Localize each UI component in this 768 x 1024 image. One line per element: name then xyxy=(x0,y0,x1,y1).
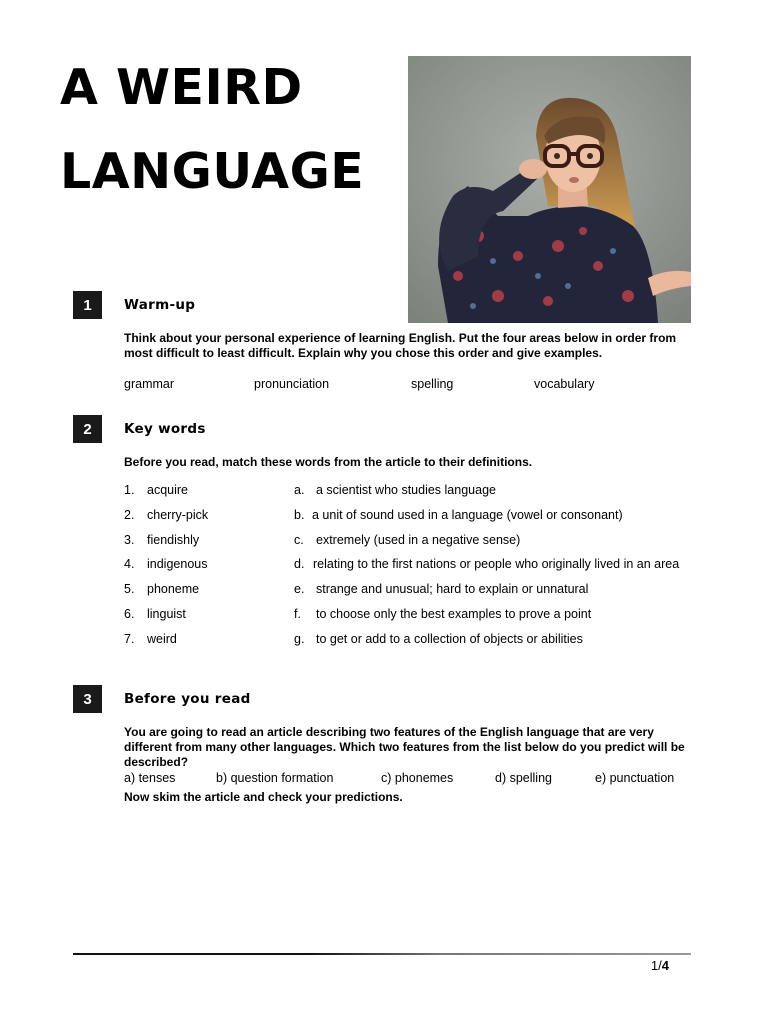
section-3-heading: Before you read xyxy=(124,691,251,707)
area-pronunciation: pronunciation xyxy=(254,377,330,391)
section-1-heading: Warm-up xyxy=(124,297,196,313)
key-word: cherry-pick xyxy=(147,508,209,522)
key-word: fiendishly xyxy=(147,533,200,547)
section-3-number: 3 xyxy=(73,685,102,713)
title-line-2: LANGUAGE xyxy=(60,143,365,200)
area-grammar: grammar xyxy=(124,377,175,391)
definition: a scientist who studies language xyxy=(316,483,496,497)
key-word: acquire xyxy=(147,483,188,497)
option-punctuation: e) punctuation xyxy=(595,771,675,785)
option-question-formation: b) question formation xyxy=(216,771,334,785)
key-word: weird xyxy=(147,632,177,646)
definition: to choose only the best examples to prove a point xyxy=(316,607,592,621)
section-1-instruction: Think about your personal experience of learning English. Put the four areas below in order from most difficult to least difficult. Explain why you chose this order and give examples. xyxy=(124,331,677,360)
option-spelling: d) spelling xyxy=(495,771,552,785)
page-number: 1/4 xyxy=(650,958,669,973)
section-1-number: 1 xyxy=(73,291,102,319)
definition: relating to the first nations or people who originally lived in an area xyxy=(313,557,680,571)
page-title xyxy=(60,46,364,214)
footer-divider xyxy=(73,953,691,955)
definition: strange and unusual; hard to explain or unnatural xyxy=(316,582,589,596)
title-line-1: A WEIRD xyxy=(60,59,303,116)
definition: extremely (used in a negative sense) xyxy=(316,533,521,547)
option-phonemes: c) phonemes xyxy=(381,771,454,785)
key-word: indigenous xyxy=(147,557,208,571)
definition: to get or add to a collection of objects or abilities xyxy=(316,632,583,646)
area-vocabulary: vocabulary xyxy=(534,377,595,391)
key-word: linguist xyxy=(147,607,186,621)
option-tenses: a) tenses xyxy=(124,771,176,785)
section-2-instruction: Before you read, match these words from the article to their definitions. xyxy=(124,455,533,469)
woman-thinking-photo xyxy=(408,56,691,323)
definition: a unit of sound used in a language (vowel or consonant) xyxy=(312,508,623,522)
key-word: phoneme xyxy=(147,582,200,596)
section-3-instruction: You are going to read an article describing two features of the English language that are very different from many other languages. Which two features from the list below do you predict will be described? xyxy=(124,725,685,769)
section-2-heading: Key words xyxy=(124,421,206,437)
section-2-number: 2 xyxy=(73,415,102,443)
section-3-followup: Now skim the article and check your predictions. xyxy=(124,790,403,804)
area-spelling: spelling xyxy=(411,377,454,391)
